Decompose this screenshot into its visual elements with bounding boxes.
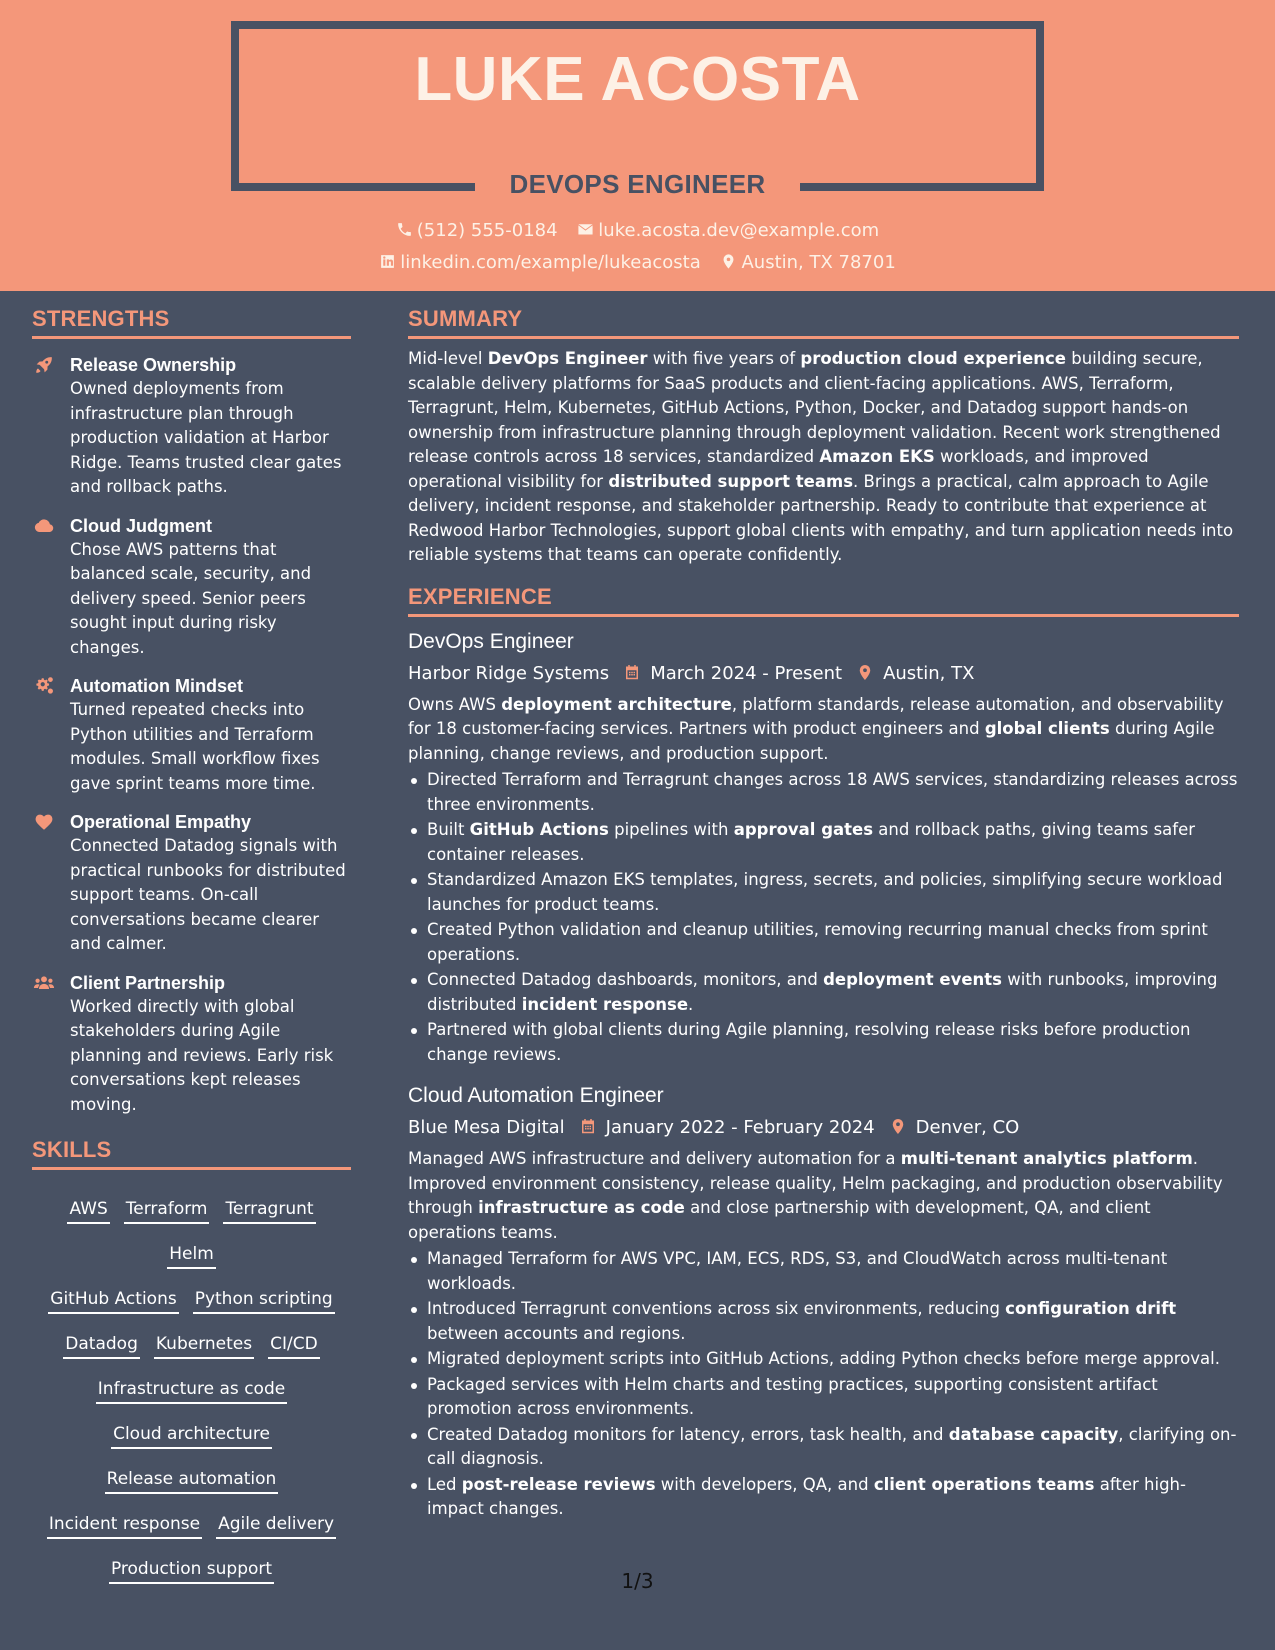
company-name: Blue Mesa Digital: [408, 1117, 565, 1138]
contact-location: [720, 252, 895, 273]
contact-row-2: [0, 252, 1275, 273]
company-name: Harbor Ridge Systems: [408, 662, 610, 684]
strengths-heading: STRENGTHS: [32, 306, 351, 339]
phone-text: (512) 555-0184: [416, 220, 558, 241]
job-title: Cloud Automation Engineer: [408, 1084, 664, 1107]
bold-text: Amazon EKS: [819, 447, 935, 466]
job-bullets: [408, 1247, 1239, 1522]
skill-tag: Release automation: [105, 1467, 279, 1494]
contact-linkedin[interactable]: [379, 252, 701, 273]
skills-heading: SKILLS: [32, 1137, 351, 1170]
summary-text: Mid-level DevOps Engineer with five years of production cloud experience building secure, scalable delivery platforms for SaaS products and client-facing applications. AWS, Terraform, Terragrunt, Helm, Kubernetes, GitHub Actions, Python, Docker, and Datadog support hands-on ownership from infrastructure planning through deployment validation. Recent work strengthened release controls across 18 services, standardized Amazon EKS workloads, and improved operational visibility for distributed support teams. Brings a practical, calm approach to Agile delivery, incident response, and stakeholder partnership. Ready to contribute that experience at Redwood Harbor Technologies, support global clients with empathy, and turn application needs into reliable systems that teams can operate confidently.: [408, 349, 1234, 564]
bullet-item: Migrated deployment scripts into GitHub Actions, adding Python checks before merge approval.: [408, 1347, 1239, 1372]
candidate-title: DEVOPS ENGINEER: [509, 169, 766, 199]
skill-tag: AWS: [67, 1197, 109, 1224]
skill-tag: Infrastructure as code: [96, 1377, 287, 1404]
strength-title: Release Ownership: [70, 355, 237, 375]
skill-tag: Terraform: [124, 1197, 210, 1224]
job-dates: January 2022 - February 2024: [605, 1117, 875, 1138]
job-bullets: [408, 768, 1239, 1067]
calendar-icon: [609, 663, 650, 684]
skill-tag: Cloud architecture: [111, 1422, 272, 1449]
linkedin-text: linkedin.com/example/lukeacosta: [400, 252, 701, 273]
job-location: Austin, TX: [883, 662, 975, 684]
bullet-item: Built GitHub Actions pipelines with approval gates and rollback paths, giving teams safer container releases.: [408, 818, 1239, 867]
skill-tag: Agile delivery: [216, 1512, 336, 1539]
strength-item: [32, 971, 351, 1118]
map-pin-icon: [875, 1117, 916, 1138]
job-title: DevOps Engineer: [408, 629, 574, 653]
strength-desc: Chose AWS patterns that balanced scale, security, and delivery speed. Senior peers sought input during risky changes.: [70, 539, 312, 657]
map-pin-icon: [842, 663, 883, 684]
bold-text: incident response: [521, 994, 689, 1014]
job-entry: [408, 1081, 1239, 1522]
bold-text: multi-tenant analytics platform: [900, 1149, 1193, 1168]
strength-desc: Owned deployments from infrastructure plan through production validation at Harbor Ridge. Teams trusted clear gates and rollback paths.: [70, 379, 342, 496]
strength-title: Cloud Judgment: [70, 515, 212, 536]
strengths-list: [32, 353, 351, 1117]
skill-tag: Terragrunt: [223, 1197, 315, 1224]
job-entry: [408, 627, 1239, 1068]
envelope-icon: [577, 221, 594, 238]
bullet-item: Created Python validation and cleanup utilities, removing recurring manual checks from sprint operations.: [408, 918, 1239, 967]
left-column: [32, 306, 351, 1591]
bullet-item: Connected Datadog dashboards, monitors, and deployment events with runbooks, improving distributed incident response.: [408, 968, 1239, 1017]
location-text: Austin, TX 78701: [741, 252, 896, 273]
skill-tag: Python scripting: [193, 1287, 335, 1314]
summary-heading: SUMMARY: [408, 306, 1239, 339]
page-number: 1/3: [621, 1569, 654, 1593]
job-meta: [408, 659, 1239, 689]
bold-text: DevOps Engineer: [487, 349, 648, 368]
job-meta: [408, 1113, 1239, 1143]
job-title-wrap: [475, 162, 800, 206]
strength-desc: Connected Datadog signals with practical runbooks for distributed support teams. On-call conversations became clearer and calmer.: [70, 836, 346, 953]
skill-tag: GitHub Actions: [48, 1287, 178, 1314]
strength-title: Automation Mindset: [70, 676, 243, 696]
email-text: luke.acosta.dev@example.com: [598, 220, 880, 241]
right-column: [408, 306, 1239, 1522]
skill-tag: Helm: [167, 1242, 216, 1269]
users-icon: [32, 972, 56, 994]
map-pin-icon: [720, 253, 737, 270]
job-description: Managed AWS infrastructure and delivery automation for a multi-tenant analytics platform. Improved environment consistency, release quality, Helm packaging, and production observability through infrastructure as code and close partnership with development, QA, and client operations teams.: [408, 1149, 1223, 1242]
bold-text: deployment events: [823, 970, 1003, 989]
bullet-item: Standardized Amazon EKS templates, ingress, secrets, and policies, simplifying secure workload launches for product teams.: [408, 868, 1239, 917]
bullet-item: Managed Terraform for AWS VPC, IAM, ECS, RDS, S3, and CloudWatch across multi-tenant workloads.: [408, 1247, 1239, 1296]
strength-item: [32, 353, 351, 500]
strength-item: [32, 810, 351, 957]
bold-text: client operations teams: [873, 1474, 1095, 1494]
cloud-icon: [32, 515, 56, 537]
bullet-item: Packaged services with Helm charts and testing practices, supporting consistent artifact promotion across environments.: [408, 1373, 1239, 1422]
phone-icon: [396, 221, 413, 238]
gears-icon: [32, 675, 56, 697]
job-location: Denver, CO: [915, 1117, 1020, 1138]
bullet-item: Introduced Terragrunt conventions across six environments, reducing configuration drift between accounts and regions.: [408, 1297, 1239, 1346]
skill-tag: Incident response: [47, 1512, 202, 1539]
strength-desc: Turned repeated checks into Python utilities and Terraform modules. Small workflow fixes gave sprint teams more time.: [70, 700, 320, 793]
skills-list: [32, 1170, 351, 1591]
rocket-icon: [32, 354, 56, 376]
strength-item: [32, 674, 351, 796]
calendar-icon: [565, 1117, 606, 1138]
contact-phone[interactable]: [396, 220, 558, 241]
bullet-item: Directed Terraform and Terragrunt changes across 18 AWS services, standardizing releases across three environments.: [408, 768, 1239, 817]
skill-tag: Production support: [109, 1557, 274, 1584]
bold-text: deployment architecture: [501, 694, 732, 714]
skill-tag: CI/CD: [268, 1332, 320, 1359]
bold-text: database capacity: [948, 1424, 1119, 1444]
strength-desc: Worked directly with global stakeholders during Agile planning and reviews. Early risk conversations kept releases moving.: [70, 996, 334, 1114]
bold-text: post-release reviews: [461, 1474, 656, 1494]
strength-title: Operational Empathy: [70, 812, 252, 832]
bullet-item: Created Datadog monitors for latency, errors, task health, and database capacity, clarifying on-call diagnosis.: [408, 1423, 1239, 1472]
job-description: Owns AWS deployment architecture, platform standards, release automation, and observability for 18 customer-facing services. Partners with product engineers and global clients during Agile planning, change reviews, and production support.: [408, 694, 1224, 763]
strength-title: Client Partnership: [70, 972, 226, 993]
strength-item: [32, 514, 351, 661]
bold-text: global clients: [984, 719, 1110, 738]
skill-tag: Datadog: [63, 1332, 140, 1359]
bold-text: infrastructure as code: [478, 1198, 685, 1217]
bullet-item: Partnered with global clients during Agile planning, resolving release risks before production change reviews.: [408, 1018, 1239, 1067]
skill-tag: Kubernetes: [154, 1332, 254, 1359]
linkedin-icon: [379, 253, 396, 270]
bold-text: configuration drift: [1005, 1299, 1177, 1318]
bullet-item: Led post-release reviews with developers, QA, and client operations teams after high-impact changes.: [408, 1473, 1239, 1522]
job-dates: March 2024 - Present: [650, 662, 843, 684]
bold-text: GitHub Actions: [469, 820, 609, 839]
resume-header: [0, 0, 1275, 291]
bold-text: approval gates: [733, 820, 874, 839]
experience-heading: EXPERIENCE: [408, 584, 1239, 617]
candidate-name: LUKE ACOSTA: [414, 45, 861, 114]
heart-icon: [32, 811, 56, 833]
contact-row-1: [0, 220, 1275, 241]
contact-email[interactable]: [577, 220, 879, 241]
bold-text: distributed support teams: [608, 471, 854, 491]
bold-text: production cloud experience: [800, 349, 1066, 368]
